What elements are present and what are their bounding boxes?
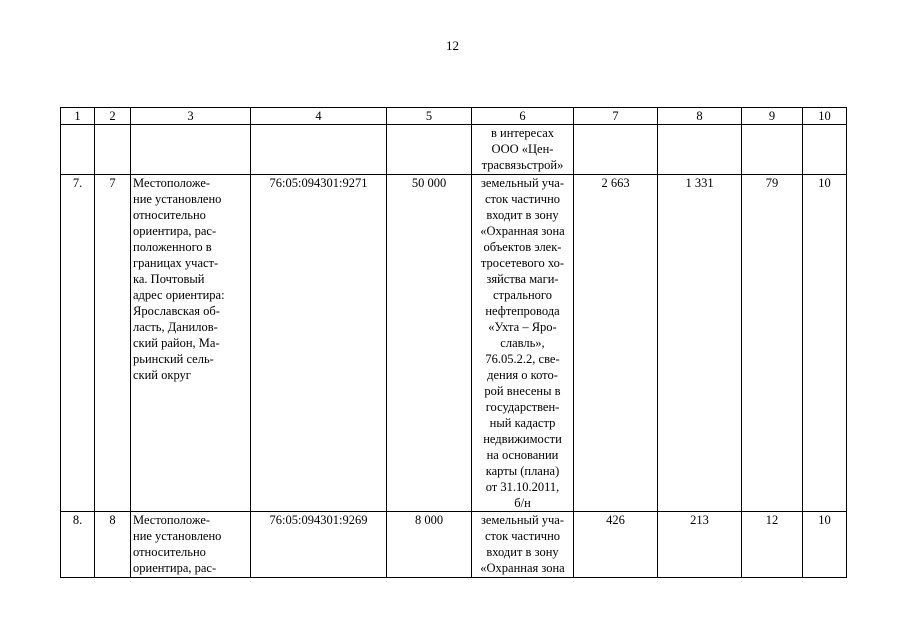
location-text: Местоположе- ние установлено относительно ориентира, рас- положенного в границах участ- ка. Почтовый адрес ориентира: Ярославская об- ласть, Данилов- ский район, Ма- рьинский сель- ский округ xyxy=(133,176,225,382)
location-cell xyxy=(131,512,251,578)
header-cell: 3 xyxy=(131,108,251,125)
encumbrance-cell xyxy=(472,175,574,512)
empty-cell xyxy=(251,125,387,175)
value-cell-9: 12 xyxy=(742,512,803,578)
value-cell-7: 426 xyxy=(574,512,658,578)
row-id-cell: 8 xyxy=(95,512,131,578)
table-row xyxy=(61,175,847,512)
cadastral-number-cell: 76:05:094301:9271 xyxy=(251,175,387,512)
encumbrance-text: в интересах ООО «Цен- трасвязьстрой» xyxy=(481,126,564,172)
encumbrance-cell xyxy=(472,125,574,175)
empty-cell xyxy=(742,125,803,175)
area-cell: 8 000 xyxy=(387,512,472,578)
encumbrance-text: земельный уча- сток частично входит в зону «Охранная зона объектов элек- тросетевого хо- зяйства маги- стрального нефтепровода «Ухта – Яро- славль», 76.05.2.2, све- дения о кото- рой внесены в государствен- ный кадастр недвижимости на основании карты (плана) от 31.10.2011, б/н xyxy=(480,176,565,510)
location-cell xyxy=(131,175,251,512)
value-cell-7: 2 663 xyxy=(574,175,658,512)
header-cell: 10 xyxy=(803,108,847,125)
empty-cell xyxy=(574,125,658,175)
header-cell: 2 xyxy=(95,108,131,125)
empty-cell xyxy=(131,125,251,175)
header-row xyxy=(61,108,847,125)
header-cell: 8 xyxy=(658,108,742,125)
value-cell-10: 10 xyxy=(803,175,847,512)
area-cell: 50 000 xyxy=(387,175,472,512)
cadastral-number-cell: 76:05:094301:9269 xyxy=(251,512,387,578)
encumbrance-text: земельный уча- сток частично входит в зону «Охранная зона xyxy=(480,513,565,575)
encumbrance-cell xyxy=(472,512,574,578)
row-number-cell: 7. xyxy=(61,175,95,512)
page-number: 12 xyxy=(446,38,459,53)
empty-cell xyxy=(61,125,95,175)
header-cell: 6 xyxy=(472,108,574,125)
location-text: Местоположе- ние установлено относительно ориентира, рас- xyxy=(133,513,222,575)
header-cell: 1 xyxy=(61,108,95,125)
empty-cell xyxy=(387,125,472,175)
header-cell: 9 xyxy=(742,108,803,125)
row-number-cell: 8. xyxy=(61,512,95,578)
empty-cell xyxy=(658,125,742,175)
value-cell-8: 213 xyxy=(658,512,742,578)
empty-cell xyxy=(95,125,131,175)
land-plots-table xyxy=(60,107,847,578)
header-cell: 4 xyxy=(251,108,387,125)
header-cell: 5 xyxy=(387,108,472,125)
value-cell-9: 79 xyxy=(742,175,803,512)
value-cell-8: 1 331 xyxy=(658,175,742,512)
value-cell-10: 10 xyxy=(803,512,847,578)
empty-cell xyxy=(803,125,847,175)
continuation-row xyxy=(61,125,847,175)
row-id-cell: 7 xyxy=(95,175,131,512)
table-row xyxy=(61,512,847,578)
header-cell: 7 xyxy=(574,108,658,125)
